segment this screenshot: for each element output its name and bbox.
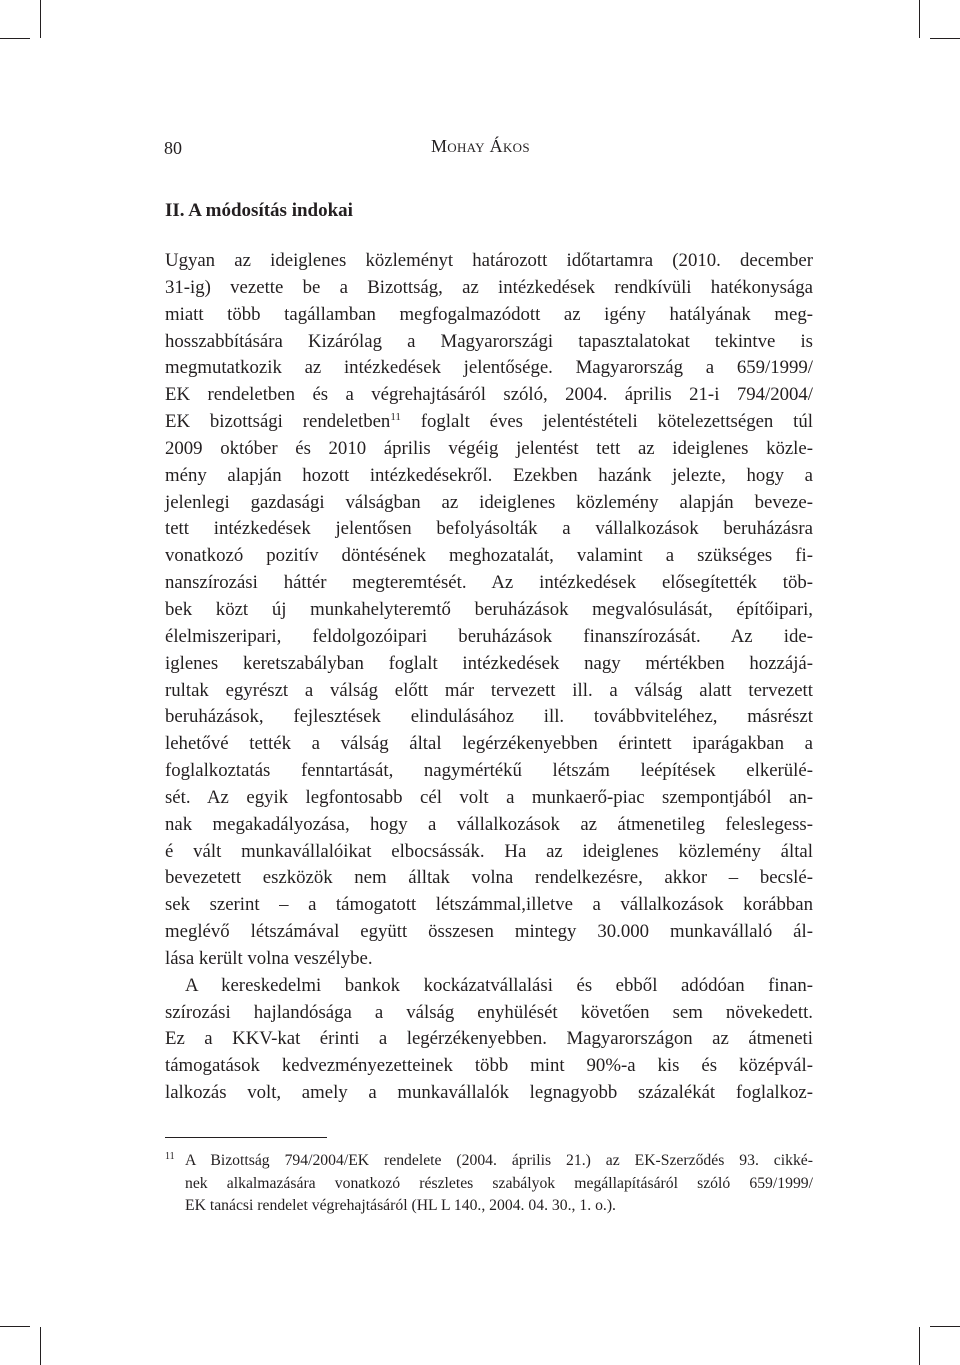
text-line: meglévő létszámával együtt összesen mintegy 30.000 munkavállaló ál- xyxy=(165,921,813,943)
page-number: 80 xyxy=(164,138,182,158)
text-line: foglalkoztatás fenntartását, nagymértékű létszám leépítések elkerülé- xyxy=(165,760,813,782)
text-line: iglenes keretszabályban foglalt intézkedések nagy mértékben hozzájá- xyxy=(165,652,813,674)
text-line: jelenlegi gazdasági válságban az ideiglenes közlemény alapján beveze- xyxy=(165,491,813,513)
footnote-line: nek alkalmazására vonatkozó részletes szabályok megállapításáról szóló 659/1999/ xyxy=(185,1174,813,1192)
text-line: hosszabbítására Kizárólag a Magyarországi tapasztalatokat tekintve is xyxy=(165,330,813,352)
text-line: lalkozás volt, amely a munkavállalók legnagyobb százalékát foglalkoz- xyxy=(165,1082,813,1104)
crop-mark-top-left xyxy=(40,0,41,38)
text-line: bek közt új munkahelyteremtő beruházások megvalósulását, építőipari, xyxy=(165,598,813,620)
body-text xyxy=(165,248,813,1107)
text-line: mény alapján hozott intézkedésekről. Ezekben hazánk jelezte, hogy a xyxy=(165,464,813,486)
running-head-author: Mohay Ákos xyxy=(431,136,530,156)
text-line: 31-ig) vezette be a Bizottság, az intézkedések rendkívüli hatékonysága xyxy=(165,276,813,298)
crop-mark-top-right-h xyxy=(930,38,960,39)
text-line-with-footnote-ref xyxy=(165,409,813,436)
text-line: megmutatkozik az intézkedések jelentősége. Magyarország a 659/1999/ xyxy=(165,357,813,379)
text-line: élelmiszeripari, feldolgozóipari beruházások finanszírozását. Az ide- xyxy=(165,625,813,647)
text-line: vonatkozó pozitív döntésének meghozatalát, valamint a szükséges fi- xyxy=(165,545,813,567)
text-line: sek szerint – a támogatott létszámmal,illetve a vállalkozások korábban xyxy=(165,894,813,916)
crop-mark-bottom-left xyxy=(40,1327,41,1365)
text-line: Ugyan az ideiglenes közleményt határozott időtartamra (2010. december xyxy=(165,250,813,271)
text-line: é vált munkavállalóikat elbocsássák. Ha az ideiglenes közlemény által xyxy=(165,840,813,862)
text-segment: EK bizottsági rendeletben xyxy=(165,411,391,433)
crop-mark-top-right xyxy=(919,0,920,38)
text-line: szírozási hajlandósága a válság enyhülését követően sem növekedett. xyxy=(165,1001,813,1023)
text-line: beruházások, fejlesztések elindulásához ill. továbbviteléhez, másrészt xyxy=(165,706,813,728)
text-line: bevezetett eszközök nem álltak volna rendelkezésre, akkor – becslé- xyxy=(165,867,813,889)
footnote-separator xyxy=(165,1137,327,1138)
text-line: 2009 október és 2010 április végéig jelentést tett az ideiglenes közle- xyxy=(165,437,813,459)
text-line: EK rendeletben és a végrehajtásáról szóló, 2004. április 21-i 794/2004/ xyxy=(165,384,813,406)
text-line: sét. Az egyik legfontosabb cél volt a munkaerő-piac szempontjából an- xyxy=(165,786,813,808)
crop-mark-top-left-h xyxy=(0,38,30,39)
footnote-reference[interactable]: 11 xyxy=(390,411,401,424)
crop-mark-bottom-right-h xyxy=(930,1326,960,1327)
footnote-line: EK tanácsi rendelet végrehajtásáról (HL L 140., 2004. 04. 30., 1. o.). xyxy=(185,1197,616,1214)
footnote-line: A Bizottság 794/2004/EK rendelete (2004. április 21.) az EK-Szerződés 93. cikké- xyxy=(185,1152,813,1169)
footnote xyxy=(165,1150,813,1218)
text-line-paragraph-end: lása került volna veszélybe. xyxy=(165,947,373,969)
text-line: Ez a KKV-kat érinti a legérzékenyebben. Magyarországon az átmeneti xyxy=(165,1028,813,1050)
crop-mark-bottom-left-h xyxy=(0,1326,30,1327)
section-heading: II. A módosítás indokai xyxy=(165,200,353,221)
text-line: nak megakadályozása, hogy a vállalkozások az átmenetileg feleslegess- xyxy=(165,813,813,835)
text-line: támogatások kedvezményezetteinek több mint 90%-a kis és középvál- xyxy=(165,1055,813,1077)
footnote-marker: 11 xyxy=(165,1151,175,1162)
text-segment: foglalt éves jelentéstételi kötelezettségen túl xyxy=(400,411,813,433)
text-line: tett intézkedések jelentősen befolyásolták a vállalkozások beruházásra xyxy=(165,518,813,540)
text-line: miatt több tagállamban megfogalmazódott az igény hatályának meg- xyxy=(165,303,813,325)
text-line: rultak egyrészt a válság előtt már tervezett ill. a válság alatt tervezett xyxy=(165,679,813,701)
text-line: nanszírozási háttér megteremtését. Az intézkedések elősegítették töb- xyxy=(165,572,813,594)
text-line-paragraph-start: A kereskedelmi bankok kockázatvállalási és ebből adódóan finan- xyxy=(185,974,813,996)
crop-mark-bottom-right xyxy=(919,1327,920,1365)
text-line: lehetővé tették a válság által legérzékenyebben érintett iparágakban a xyxy=(165,733,813,755)
